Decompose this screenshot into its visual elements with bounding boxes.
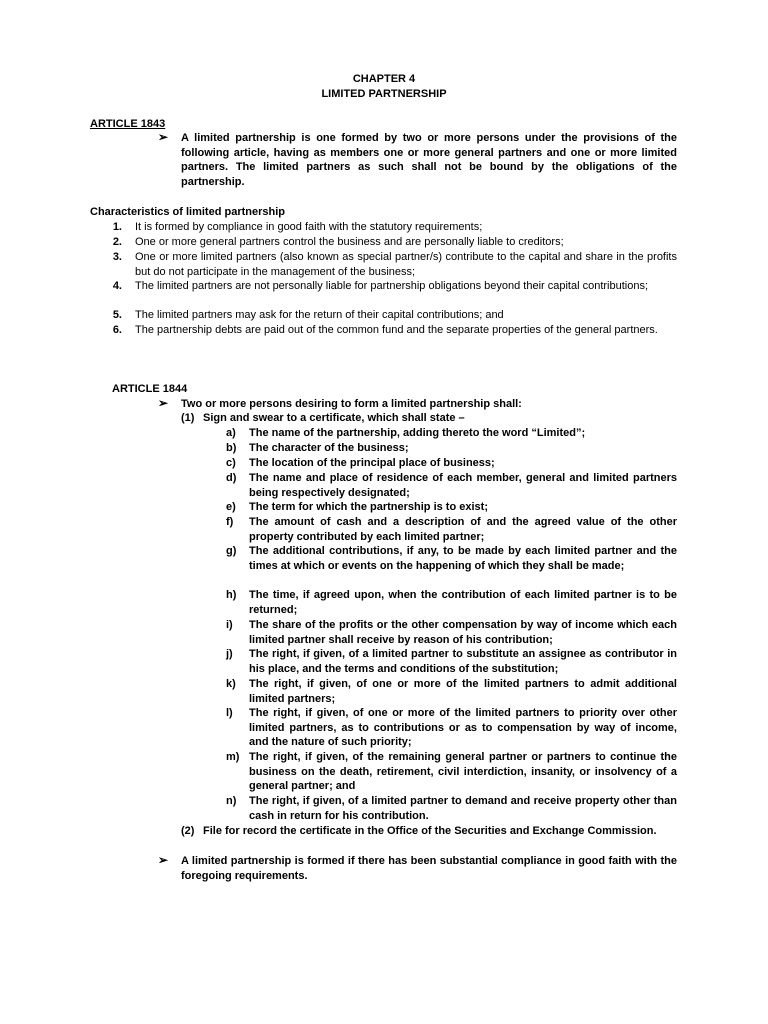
characteristic-text: The partnership debts are paid out of the common fund and the separate properties of the general partners. bbox=[135, 324, 658, 336]
characteristic-text: It is formed by compliance in good faith with the statutory requirements; bbox=[135, 221, 483, 233]
characteristic-number: 3. bbox=[112, 251, 122, 263]
arrow-bullet-icon: ➢ bbox=[158, 396, 169, 410]
characteristic-text: The limited partners are not personally liable for partnership obligations beyond their capital contributions; bbox=[135, 280, 649, 292]
characteristics-heading: Characteristics of limited partnership bbox=[90, 206, 285, 218]
requirement-text: The name and place of residence of each member, general and limited partners being respectively designated; bbox=[249, 472, 677, 499]
characteristic-text: One or more limited partners (also known as special partner/s) contribute to the capital and share in the profits but do not participate in the management of the business; bbox=[135, 251, 677, 278]
requirement-letter: l) bbox=[226, 707, 233, 719]
requirement-text: The right, if given, of a limited partner to substitute an assignee as contributor in his place, and the terms and conditions of the substitution; bbox=[249, 648, 677, 675]
characteristic-number: 5. bbox=[112, 309, 122, 321]
requirement-text: The right, if given, of one or more of the limited partners to admit additional limited partners; bbox=[249, 678, 677, 705]
characteristic-number: 6. bbox=[112, 324, 122, 336]
chapter-number: CHAPTER 4 bbox=[352, 73, 416, 85]
requirement-letter: i) bbox=[226, 619, 233, 631]
requirement-text: The term for which the partnership is to exist; bbox=[249, 501, 488, 513]
arrow-bullet-icon: ➢ bbox=[158, 853, 169, 867]
requirement-letter: d) bbox=[226, 472, 237, 484]
requirement-text: The additional contributions, if any, to be made by each limited partner and the times at which or events on the happening of which they shall be made; bbox=[249, 545, 677, 572]
sub-item-1-text: Sign and swear to a certificate, which shall state – bbox=[203, 412, 465, 424]
article-1844-intro: Two or more persons desiring to form a limited partnership shall: bbox=[181, 398, 522, 410]
requirement-letter: c) bbox=[226, 457, 236, 469]
sub-item-1-number: (1) bbox=[181, 412, 195, 424]
requirement-letter: b) bbox=[226, 442, 237, 454]
requirement-letter: j) bbox=[226, 648, 233, 660]
requirement-letter: a) bbox=[226, 427, 236, 439]
requirement-text: The share of the profits or the other compensation by way of income which each limited partner shall receive by reason of his contribution; bbox=[249, 619, 677, 646]
article-1844-heading: ARTICLE 1844 bbox=[112, 383, 188, 395]
requirement-letter: h) bbox=[226, 589, 237, 601]
requirement-letter: n) bbox=[226, 795, 237, 807]
characteristic-number: 4. bbox=[112, 280, 122, 292]
requirement-text: The location of the principal place of business; bbox=[249, 457, 495, 469]
requirement-text: The character of the business; bbox=[249, 442, 409, 454]
characteristic-number: 2. bbox=[112, 236, 122, 248]
requirement-letter: g) bbox=[226, 545, 237, 557]
requirement-letter: k) bbox=[226, 678, 236, 690]
requirement-letter: f) bbox=[226, 516, 234, 528]
sub-item-2-number: (2) bbox=[181, 825, 195, 837]
requirement-text: The right, if given, of the remaining general partner or partners to continue the business on the death, retirement, civil interdiction, insanity, or insolvency of a general partner; and bbox=[249, 751, 677, 793]
closing-statement: A limited partnership is formed if there has been substantial compliance in good faith with the foregoing requirements. bbox=[181, 855, 677, 882]
characteristic-text: One or more general partners control the business and are personally liable to creditors; bbox=[135, 236, 564, 248]
arrow-bullet-icon: ➢ bbox=[158, 130, 169, 144]
characteristic-text: The limited partners may ask for the return of their capital contributions; and bbox=[135, 309, 504, 321]
article-1843-text: A limited partnership is one formed by two or more persons under the provisions of the following article, having as members one or more general partners and one or more limited partners. The limited partners as such shall not be bound by the obligations of the partnership. bbox=[181, 132, 677, 188]
requirement-text: The time, if agreed upon, when the contribution of each limited partner is to be returned; bbox=[249, 589, 677, 616]
requirement-text: The amount of cash and a description of and the agreed value of the other property contributed by each limited partner; bbox=[249, 516, 677, 543]
requirement-text: The right, if given, of a limited partner to demand and receive property other than cash in return for his contribution. bbox=[249, 795, 677, 822]
requirement-text: The right, if given, of one or more of the limited partners to priority over other limited partners, as to contributions or as to compensation by way of income, and the nature of such priority; bbox=[249, 707, 677, 749]
chapter-title: LIMITED PARTNERSHIP bbox=[321, 88, 447, 100]
requirement-letter: m) bbox=[226, 751, 240, 763]
sub-item-2-text: File for record the certificate in the Office of the Securities and Exchange Commission. bbox=[203, 825, 657, 837]
requirement-letter: e) bbox=[226, 501, 236, 513]
requirement-text: The name of the partnership, adding thereto the word “Limited”; bbox=[249, 427, 586, 439]
article-1843-heading: ARTICLE 1843 bbox=[90, 118, 166, 130]
characteristic-number: 1. bbox=[112, 221, 122, 233]
